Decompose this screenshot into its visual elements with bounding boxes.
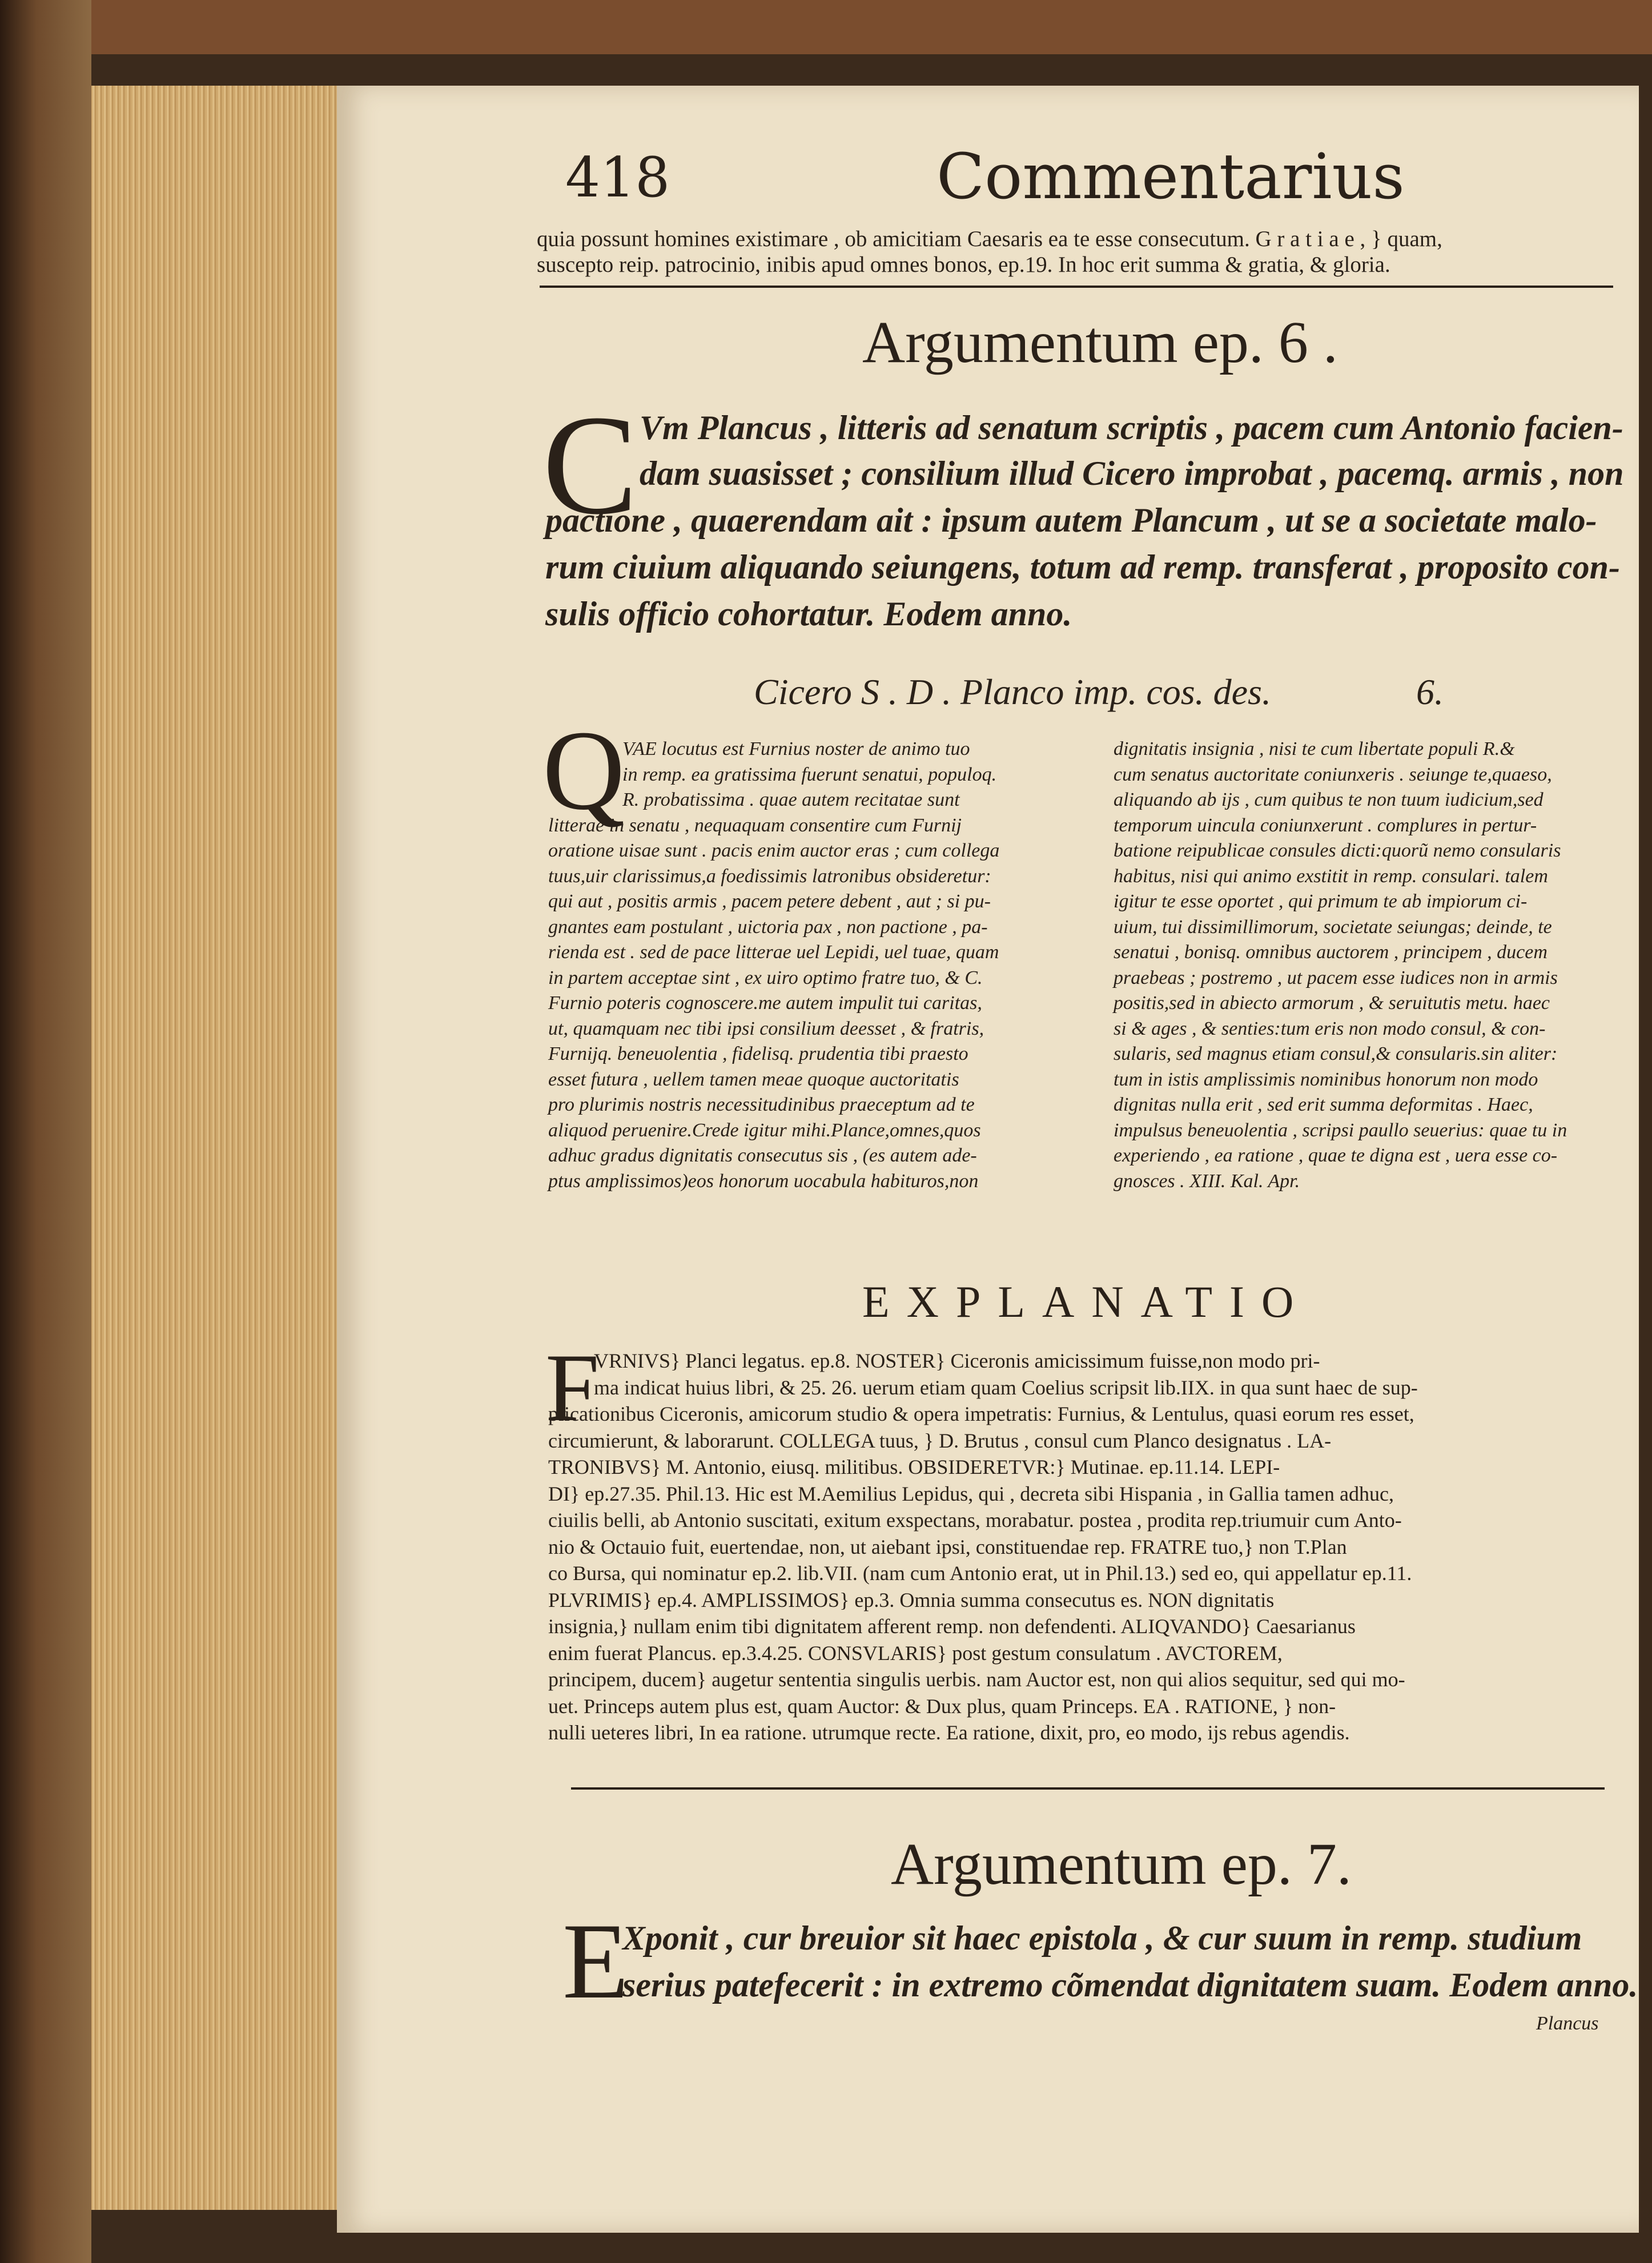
explanatio-line: plicationibus Ciceronis, amicorum studio & opera impetratis: Furnius, & Lentulus, quasi eorum res esset, (548, 1402, 1414, 1425)
explanatio-line: TRONIBVS} M. Antonio, eiusq. militibus. OBSIDERETVR:} Mutinae. ep.11.14. LEPI- (548, 1456, 1280, 1478)
header-rule (540, 286, 1613, 288)
top-line: suscepto reip. patrocinio, inibis apud omnes bonos, ep.19. In hoc erit summa & gratia, & gloria. (537, 252, 1390, 277)
letter-line: cum senatus auctoritate coniunxeris . seiunge te,quaeso, (1114, 763, 1552, 785)
argument-6-title: Argumentum ep. 6 . (862, 309, 1338, 375)
letter-line: igitur te esse oportet , qui primum te ab impiorum ci- (1114, 891, 1528, 912)
letter-line: ut, quamquam nec tibi ipsi consilium deesset , & fratris, (548, 1018, 984, 1039)
letter-line: positis,sed in abiecto armorum , & seruitutis metu. haec (1114, 992, 1550, 1014)
letter-line: sularis, sed magnus etiam consul,& consularis.sin aliter: (1114, 1043, 1558, 1064)
explanatio-line: VRNIVS} Planci legatus. ep.8. NOSTER} Ciceronis amicissimum fuisse,non modo pri- (594, 1349, 1320, 1372)
letter-line: in remp. ea gratissima fuerunt senatui, populoq. (622, 763, 997, 785)
letter-line: praebeas ; postremo , ut pacem esse iudices non in armis (1114, 967, 1558, 988)
letter-line: impulsus beneuolentia , scripsi paullo seuerius: quae tu in (1114, 1119, 1567, 1141)
letter-column-left (548, 737, 999, 1194)
letter-line: esset futura , uellem tamen meae quoque auctoritatis (548, 1068, 959, 1090)
letter-line: qui aut , positis armis , pacem petere debent , aut ; si pu- (548, 891, 991, 912)
argument-7-line: Xponit , cur breuior sit haec epistola , & cur suum in remp. studium (622, 1919, 1582, 1957)
letter-line: gnantes eam postulant , uictoria pax , non pactione , pa- (548, 916, 988, 938)
letter-line: dignitas nulla erit , sed erit summa deformitas . Haec, (1114, 1094, 1533, 1115)
letter-line: experiendo , ea ratione , quae te digna est , uera esse co- (1114, 1145, 1558, 1166)
explanatio-line: DI} ep.27.35. Phil.13. Hic est M.Aemilius Lepidus, qui , decreta sibi Hispania , in Gallia tamen adhuc, (548, 1482, 1394, 1505)
top-line: quia possunt homines existimare , ob amicitiam Caesaris ea te esse consecutum. G r a t i a e , } quam, (537, 227, 1442, 251)
argument-7-dropcap: E (562, 1902, 629, 2021)
letter-line: tum in istis amplissimis nominibus honorum non modo (1114, 1068, 1538, 1090)
letter-line: aliquod peruenire.Crede igitur mihi.Plance,omnes,quos (548, 1119, 981, 1141)
letter-number: 6. (1416, 672, 1444, 712)
letter-salutation: Cicero S . D . Planco imp. cos. des. (754, 672, 1271, 712)
explanatio-line: co Bursa, qui nominatur ep.2. lib.VII. (nam cum Antonio erat, ut in Phil.13.) sed eo, qui appellatur ep.11. (548, 1562, 1412, 1585)
argument-6-line: dam suasisset ; consilium illud Cicero improbat , pacemq. armis , non (640, 455, 1624, 492)
letter-line: oratione uisae sunt . pacis enim auctor eras ; cum collega (548, 840, 1000, 861)
letter-line: R. probatissima . quae autem recitatae sunt (622, 789, 960, 810)
explanatio-title: EXPLANATIO (862, 1277, 1311, 1327)
catchword: Plancus (1536, 2013, 1599, 2034)
argument-6-line: sulis officio cohortatur. Eodem anno. (545, 595, 1072, 633)
explanatio-dropcap: F (545, 1334, 600, 1441)
explanatio-line: nio & Octauio fuit, euertendae, non, ut aiebant ipsi, constituendae rep. FRATRE tuo,} non T.Plan (548, 1535, 1347, 1558)
running-title: Commentarius (936, 140, 1405, 213)
section-rule (571, 1787, 1605, 1790)
letter-line: senatui , bonisq. omnibus auctorem , principem , ducem (1114, 942, 1548, 963)
letter-line: uium, tui dissimillimorum, societate seiungas; deinde, te (1114, 916, 1552, 938)
explanatio-line: ma indicat huius libri, & 25. 26. uerum etiam quam Coelius scripsit lib.IIX. in qua sunt haec de sup- (594, 1376, 1418, 1399)
argument-6-line: rum ciuium aliquando seiungens, totum ad remp. transferat , proposito con- (545, 548, 1621, 586)
letter-dropcap: Q (542, 708, 625, 834)
explanatio-text (548, 1348, 1418, 1746)
argument-6-dropcap: C (542, 386, 638, 544)
letter-line: si & ages , & senties:tum eris non modo consul, & con- (1114, 1018, 1546, 1039)
letter-line: tuus,uir clarissimus,a foedissimis latronibus obsideretur: (548, 865, 991, 887)
argument-7-title: Argumentum ep. 7. (891, 1831, 1352, 1897)
argument-6-line: pactione , quaerendam ait : ipsum autem Plancum , ut se a societate malo- (545, 501, 1597, 539)
letter-line: VAE locutus est Furnius noster de animo tuo (622, 738, 970, 759)
letter-line: temporum uincula coniunxerunt . complures in pertur- (1114, 814, 1537, 836)
page-header (565, 140, 1650, 214)
letter-line: pro plurimis nostris necessitudinibus praeceptum ad te (548, 1094, 975, 1115)
explanatio-line: nulli ueteres libri, In ea ratione. utrumque recte. Ea ratione, dixit, pro, eo modo, ijs rebus agendis. (548, 1721, 1350, 1744)
letter-line: habitus, nisi qui animo exstitit in remp. consulari. talem (1114, 865, 1548, 887)
argument-6-line: Vm Plancus , litteris ad senatum scriptis , pacem cum Antonio facien- (640, 409, 1623, 447)
explanatio-line: ciuilis belli, ab Antonio suscitati, exitum exspectans, morabatur. postea , prodita rep.triumuir cum Anto- (548, 1509, 1402, 1532)
letter-line: ptus amplissimos)eos honorum uocabula habituros,non (548, 1170, 979, 1192)
letter-line: aliquando ab ijs , cum quibus te non tuum iudicium,sed (1114, 789, 1544, 810)
letter-line: gnosces . XIII. Kal. Apr. (1114, 1170, 1300, 1192)
argument-7-line: serius patefecerit : in extremo cõmendat dignitatem suam. Eodem anno. (622, 1966, 1638, 2004)
explanatio-line: uet. Princeps autem plus est, quam Auctor: & Dux plus, quam Princeps. EA . RATIONE, } non- (548, 1694, 1336, 1718)
letter-line: in partem acceptae sint , ex uiro optimo fratre tuo, & C. (548, 967, 983, 988)
explanatio-line: principem, ducem} augetur sententia singulis uerbis. nam Auctor est, non qui alios sequitur, sed qui mo- (548, 1668, 1405, 1691)
explanatio-line: insignia,} nullam enim tibi dignitatem afferent remp. non defendenti. ALIQVANDO} Caesarianus (548, 1615, 1356, 1638)
page-number: 418 (565, 146, 670, 210)
letter-line: Furnio poteris cognoscere.me autem impulit tui caritas, (548, 992, 982, 1014)
letter-line: adhuc gradus dignitatis consecutus sis , (es autem ade- (548, 1145, 977, 1166)
letter-line: Furnijq. beneuolentia , fidelisq. prudentia tibi praesto (548, 1043, 968, 1064)
explanatio-line: circumierunt, & laborarunt. COLLEGA tuus, } D. Brutus , consul cum Planco designatus . LA- (548, 1429, 1332, 1452)
letter-column-right (1114, 737, 1567, 1194)
letter-line: litterae in senatu , nequaquam consentire cum Furnij (548, 814, 962, 836)
letter-line: batione reipublicae consules dicti:quorũ nemo consularis (1114, 840, 1561, 861)
letter-line: rienda est . sed de pace litterae uel Lepidi, uel tuae, quam (548, 942, 999, 963)
explanatio-line: enim fuerat Plancus. ep.3.4.25. CONSVLARIS} post gestum consulatum . AVCTOREM, (548, 1641, 1283, 1665)
letter-line: dignitatis insignia , nisi te cum libertate populi R.& (1114, 738, 1515, 759)
explanatio-line: PLVRIMIS} ep.4. AMPLISSIMOS} ep.3. Omnia summa consecutus es. NON dignitatis (548, 1588, 1275, 1611)
